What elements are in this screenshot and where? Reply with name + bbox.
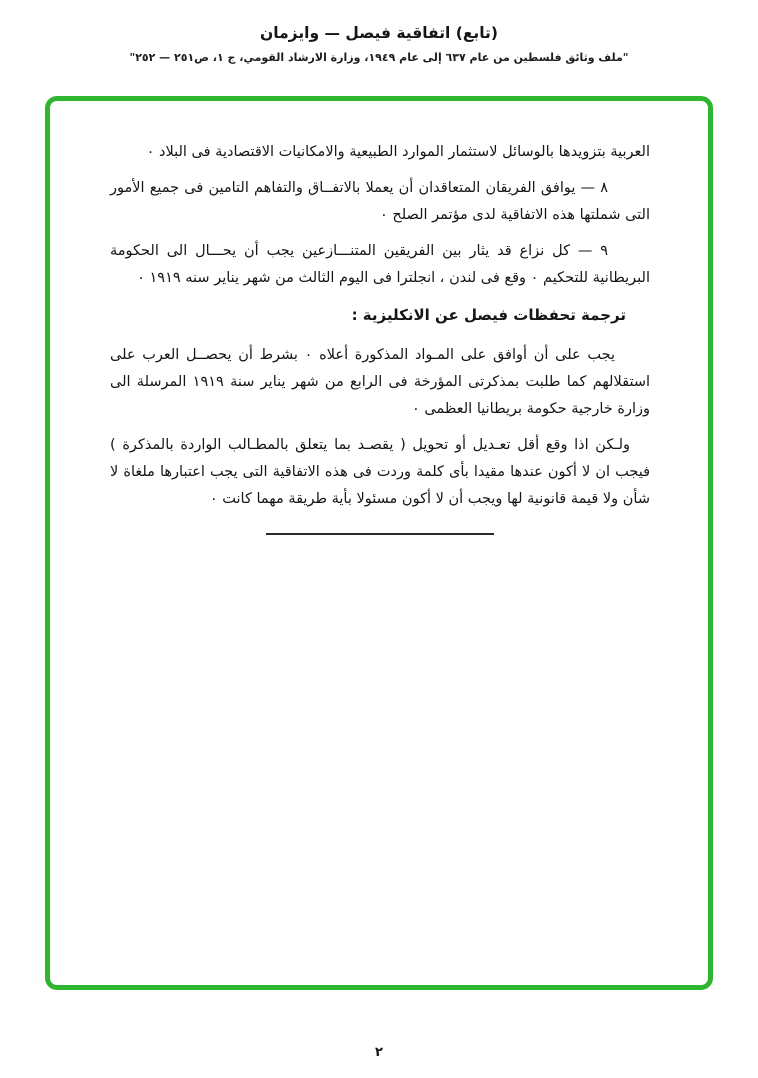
page-header [0,24,758,64]
paragraph-translation-1: يجب على أن أوافق على المـواد المذكورة أعلاه ٠ بشرط أن يحصــل العرب على استقلالهم كما طلبت بمذكرتى المؤرخة فى الرابع من شهر يناير سنة ١٩١٩ المرسلة الى وزارة خارجية حكومة بريطانيا العظمى ٠ [110,346,651,417]
divider-line [266,533,494,535]
paragraph-clause-9: ٩ — كل نزاع قد يثار بين الفريقين المتنـــازعين يجب أن يحـــال الى الحكومة البريطانية للتحكيم ٠ وقع فى لندن ، انجلترا فى اليوم الثالث من شهر يناير سنه ١٩١٩ ٠ [110,242,650,286]
page-number: ٢ [375,1045,383,1060]
paragraph-translation-2: ولـكن اذا وقع أقل تعـديل أو تحويل ( يقصـد بما يتعلق بالمطـالب الواردة بالمذكرة ) فيجب ان لا أكون عندها مقيدا بأى كلمة وردت فى هذه الاتفاقية التى يجب اعتبارها ملغاة لا شأن ولا قيمة قانونية لها ويجب أن لا أكون مسئولا بأية طريقة مهما كانت ٠ [110,436,650,507]
content-frame [45,96,713,990]
text-block [110,139,650,535]
paragraph-continuation: العربية بتزويدها بالوسائل لاستثمار الموارد الطبيعية والامكانيات الاقتصادية فى البلاد ٠ [146,144,650,160]
source-citation: "ملف وثائق فلسطين من عام ٦٣٧ إلى عام ١٩٤٩، وزارة الارشاد القومي، ج ١، ص٢٥١ — ٢٥٢" [129,51,629,64]
paragraph-clause-8: ٨ — يوافق الفريقان المتعاقدان أن يعملا بالاتفــاق والتفاهم التامين فى جميع الأمور التى شملتها هذه الاتفاقية لدى مؤتمر الصلح ٠ [110,179,650,223]
section-heading: ترجمة تحفظات فيصل عن الانكليزية : [351,305,626,324]
document-title: (تابع) اتفاقية فيصل — وايزمان [260,24,498,42]
